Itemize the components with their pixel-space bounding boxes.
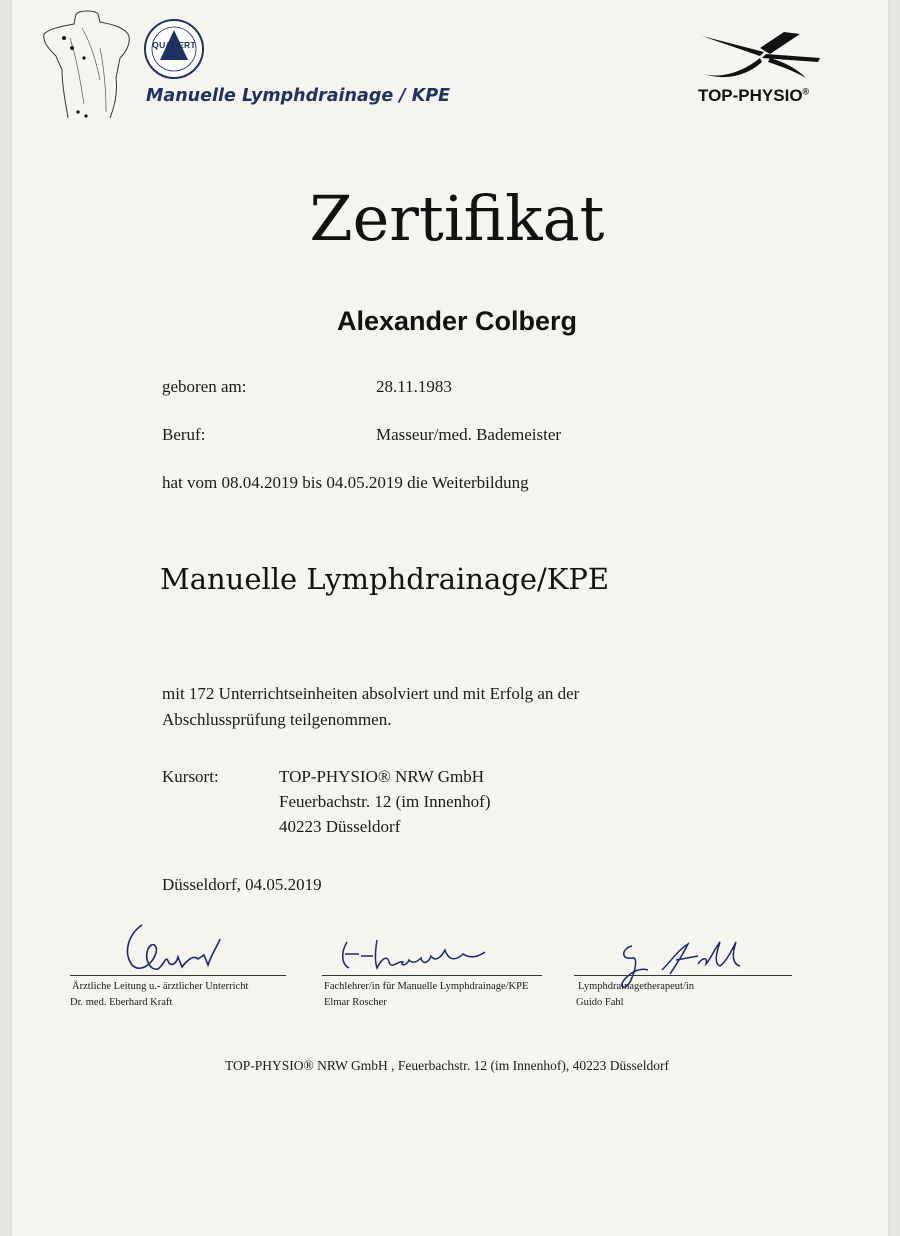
born-label: geboren am: <box>162 377 247 396</box>
top-physio-logo-icon <box>700 28 826 84</box>
location-line-2: Feuerbachstr. 12 (im Innenhof) <box>279 792 491 811</box>
signature-line-1 <box>70 975 286 976</box>
signature-person-1: Dr. med. Eberhard Kraft <box>70 997 173 1008</box>
profession-value: Masseur/med. Bademeister <box>376 425 562 444</box>
course-name: Manuelle Lymphdrainage/KPE <box>160 562 610 596</box>
signature-role-3: Lymphdrainagetherapeut/in <box>578 981 695 992</box>
program-header-title: Manuelle Lymphdrainage / KPE <box>146 86 451 106</box>
profession-label: Beruf: <box>162 425 206 444</box>
signature-role-1: Ärztliche Leitung u.- ärztlicher Unterricht <box>72 981 249 992</box>
period-text: hat vom 08.04.2019 bis 04.05.2019 die Weiterbildung <box>162 473 529 492</box>
signature-kraft-icon <box>112 915 232 977</box>
torso-lymph-illustration-icon <box>40 8 140 123</box>
seal-label: QUACERT <box>152 40 196 50</box>
top-physio-logo-text: TOP-PHYSIO® <box>698 86 810 105</box>
signature-roscher-icon <box>337 932 497 976</box>
place-date: Düsseldorf, 04.05.2019 <box>162 875 322 894</box>
born-value: 28.11.1983 <box>376 377 452 396</box>
location-label: Kursort: <box>162 767 219 786</box>
footer-address: TOP-PHYSIO® NRW GmbH , Feuerbachstr. 12 (im Innenhof), 40223 Düsseldorf <box>225 1058 669 1073</box>
completion-line-2: Abschlussprüfung teilgenommen. <box>162 710 392 729</box>
signature-person-3: Guido Fahl <box>576 997 624 1008</box>
signature-role-2: Fachlehrer/in für Manuelle Lymphdrainage/KPE <box>324 981 529 992</box>
location-line-3: 40223 Düsseldorf <box>279 817 401 836</box>
location-line-1: TOP-PHYSIO® NRW GmbH <box>279 767 484 786</box>
signature-line-2 <box>322 975 542 976</box>
certificate-page <box>12 0 888 1236</box>
recipient-name: Alexander Colberg <box>336 306 578 336</box>
signature-line-3 <box>574 975 792 976</box>
certificate-title: Zertifikat <box>309 182 605 255</box>
completion-line-1: mit 172 Unterrichtseinheiten absolviert und mit Erfolg an der <box>162 684 580 703</box>
signature-person-2: Elmar Roscher <box>324 997 387 1008</box>
